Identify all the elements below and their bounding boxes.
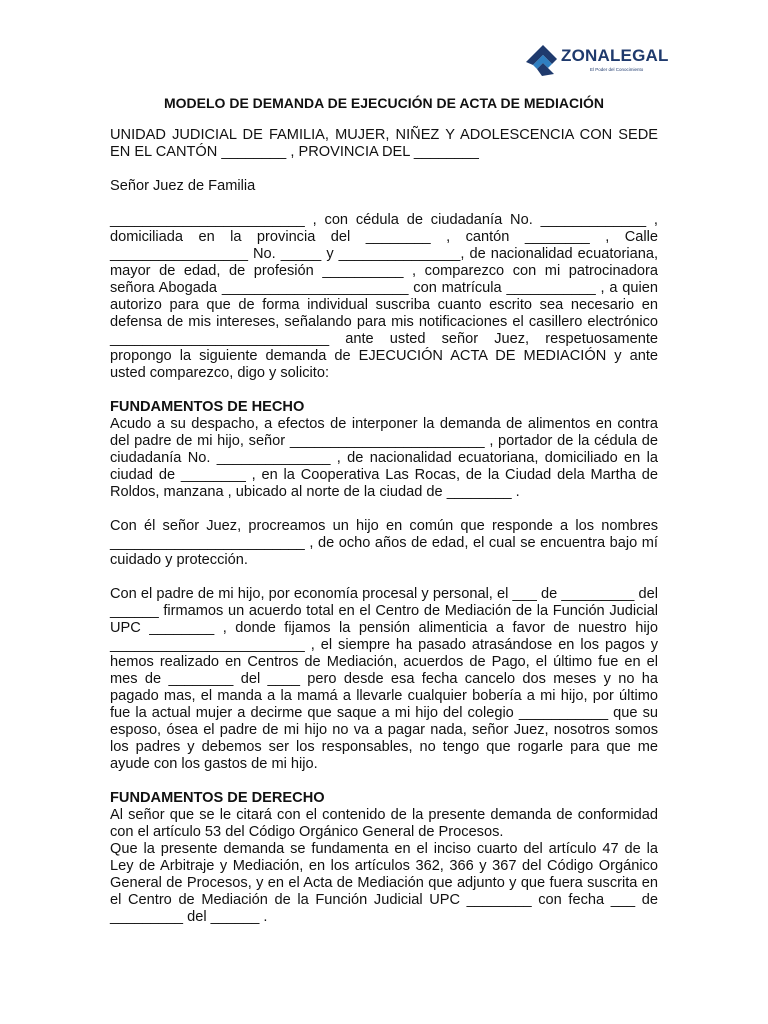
logo-tagline: El Poder del Conocimiento [590, 67, 644, 72]
document-title: MODELO DE DEMANDA DE EJECUCIÓN DE ACTA DE MEDIACIÓN [164, 95, 604, 111]
law-paragraph-1: Al señor que se le citará con el contenido de la presente demanda de conformidad con el artículo 53 del Código Orgánico General de Procesos. [110, 807, 658, 840]
zonalegal-logo [524, 42, 669, 82]
logo-mark-icon [524, 42, 562, 80]
addressee: Señor Juez de Familia [110, 178, 256, 194]
facts-paragraph-1: Acudo a su despacho, a efectos de interponer la demanda de alimentos en contra del padre de mi hijo, señor ________________________ , portador de la cédula de ciudadanía No. ______________ , de nacionalidad ecuatoriana, domiciliado en la ciudad de ________ , en la Cooperativa Las Rocas, de la Ciudad dela Martha de Roldos, manzana , ubicado al norte de la ciudad de ________ . [110, 416, 658, 500]
facts-paragraph-2: Con él señor Juez, procreamos un hijo en común que responde a los nombres ________________________ , de ocho años de edad, el cual se encuentra bajo mí cuidado y protección. [110, 518, 658, 568]
facts-paragraph-3: Con el padre de mi hijo, por economía procesal y personal, el ___ de _________ del ______ firmamos un acuerdo total en el Centro de Mediación de la Función Judicial UPC ________ , donde fijamos la pensión alimenticia a favor de nuestro hijo ________________________ , el siempre ha pasado atrasándose en los pagos y hemos realizado en Centros de Mediación, acuerdos de Pago, el último fue en el mes de ________ del ____ pero desde esa fecha cancelo dos meses y no ha pagado mas, el manda a la mamá a llevarle cualquier bobería a mi hijo, por último fue la actual mujer a decirme que saque a mi hijo del colegio ___________ que su esposo, ósea el padre de mi hijo no va a pagar nada, señor Juez, nosotros somos los padres y debemos ser los responsables, no tengo que rogarle para que me ayude con los gastos de mi hijo. [110, 586, 658, 772]
logo-name: ZONALEGAL [561, 46, 669, 65]
document-body [110, 92, 658, 926]
law-heading: FUNDAMENTOS DE DERECHO [110, 790, 325, 806]
facts-heading: FUNDAMENTOS DE HECHO [110, 399, 305, 415]
law-paragraph-2: Que la presente demanda se fundamenta en el inciso cuarto del artículo 47 de la Ley de Arbitraje y Mediación, en los artículos 362, 366 y 367 del Código Orgánico General de Procesos, y en el Acta de Mediación que adjunto y que fuera suscrita en el Centro de Mediación de la Función Judicial UPC ________ con fecha ___ de _________ del ______ . [110, 841, 658, 925]
court-header: UNIDAD JUDICIAL DE FAMILIA, MUJER, NIÑEZ Y ADOLESCENCIA CON SEDE EN EL CANTÓN ________ , PROVINCIA DEL ________ [110, 127, 658, 160]
intro-paragraph: ________________________ , con cédula de ciudadanía No. _____________ , domiciliada en la provincia del ________ , cantón ________ , Calle _________________ No. _____ y _______________, de nacionalidad ecuatoriana, mayor de edad, de profesión __________ , comparezco con mi patrocinadora señora Abogada _______________________ con matrícula ___________ , a quien autorizo para que de forma individual suscriba cuanto escrito sea necesario en defensa de mis intereses, señalando para mis notificaciones el casillero electrónico ___________________________ ante usted señor Juez, respetuosamente propongo la siguiente demanda de EJECUCIÓN ACTA DE MEDIACIÓN y ante usted comparezco, digo y solicito: [110, 212, 658, 381]
